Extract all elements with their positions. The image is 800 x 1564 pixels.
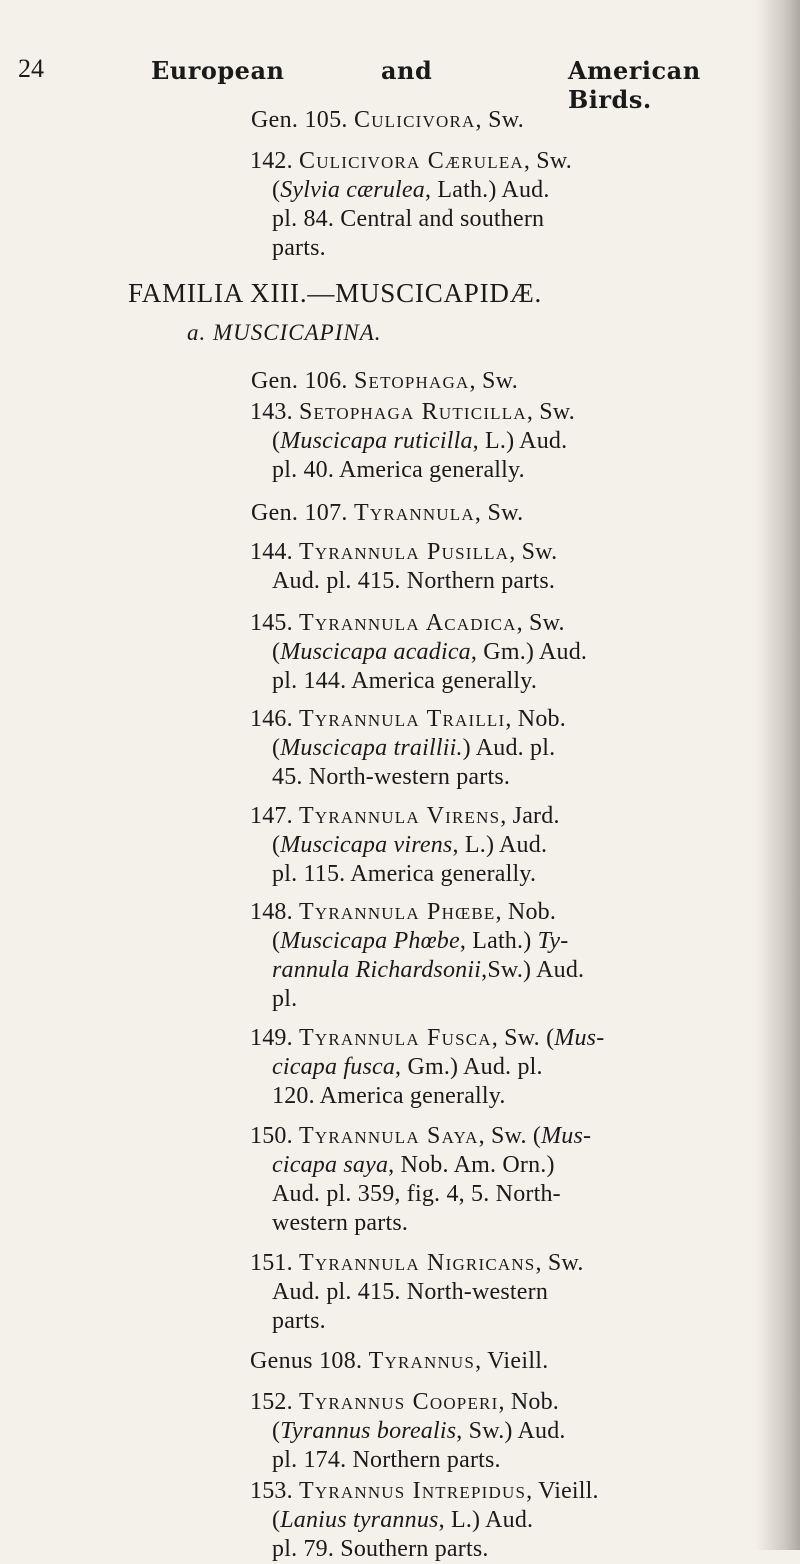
entry-text-line: pl. 40. America generally. <box>272 457 525 483</box>
species-name: Tyrannula Fusca <box>299 1025 492 1051</box>
entry-number: 149. <box>250 1025 299 1051</box>
species-author: , Sw. ( <box>478 1123 542 1149</box>
entry-text-line: 120. America generally. <box>272 1083 506 1109</box>
synonym: rannula Richardsonii <box>272 957 482 983</box>
entry-number: 142. <box>250 148 299 174</box>
species-author: , Nob. <box>498 1389 559 1415</box>
synonym: Muscicapa ruticilla <box>280 428 473 454</box>
synonym: Tyrannus borealis <box>280 1418 457 1444</box>
species-author: , Sw. <box>516 610 565 636</box>
entry-text-line: pl. 174. Northern parts. <box>272 1447 501 1473</box>
synonym: Muscicapa traillii. <box>280 735 463 761</box>
species-name: Tyrannula Saya <box>299 1123 479 1149</box>
species-entry-148: 148. Tyrannula Phœbe, Nob. (Muscicapa Phœbe, Lath.) Ty- rannula Richardsonii,Sw.) Aud. pl. <box>250 899 585 1012</box>
species-entry-153: 153. Tyrannus Intrepidus, Vieill. (Lanius tyrannus, L.) Aud. pl. 79. Southern parts. <box>250 1478 599 1562</box>
genus-author: , Sw. <box>469 368 519 394</box>
entry-number: 150. <box>250 1123 299 1149</box>
genus-name: Culicivora <box>353 107 476 133</box>
species-name: Tyrannula Pusilla <box>299 539 510 565</box>
page-edge-shadow <box>758 0 800 1550</box>
synonym: cicapa saya <box>272 1152 389 1178</box>
entry-text-line: pl. 79. Southern parts. <box>272 1536 489 1562</box>
genus-106-heading <box>251 368 518 395</box>
species-name: Tyrannula Nigricans <box>299 1250 536 1276</box>
species-entry-149: 149. Tyrannula Fusca, Sw. (Mus- cicapa fusca, Gm.) Aud. pl. 120. America generally. <box>250 1025 605 1109</box>
species-author: , Nob. <box>495 899 557 925</box>
species-entry-147: 147. Tyrannula Virens, Jard. (Muscicapa virens, L.) Aud. pl. 115. America generally. <box>250 803 560 887</box>
entry-text-line: Aud. pl. 415. North-western <box>272 1279 549 1305</box>
subfamily-heading: a. MUSCICAPINA. <box>187 320 382 345</box>
species-name: Tyrannula Trailli <box>299 706 506 732</box>
entry-text-line: pl. 115. America generally. <box>272 861 537 887</box>
genus-author: , Vieill. <box>475 1348 549 1374</box>
species-entry-152: 152. Tyrannus Cooperi, Nob. (Tyrannus borealis, Sw.) Aud. pl. 174. Northern parts. <box>250 1389 566 1473</box>
page-number: 24 <box>18 54 44 83</box>
genus-name: Tyrannus <box>368 1348 476 1374</box>
species-author: , Sw. <box>526 399 575 425</box>
entry-text-line: Aud. pl. 359, fig. 4, 5. North- <box>272 1181 561 1207</box>
entry-text-line: parts. <box>272 1308 326 1334</box>
family-heading: FAMILIA XIII.—MUSCICAPIDÆ. <box>128 278 543 308</box>
entry-text-line: Aud. pl. 415. Northern parts. <box>272 568 556 594</box>
species-author: , Sw. ( <box>491 1025 555 1051</box>
species-name: Setophaga Ruticilla <box>299 399 527 425</box>
entry-text-line: 45. North-western parts. <box>272 764 511 790</box>
running-head <box>18 50 778 114</box>
species-name: Tyrannus Cooperi <box>299 1389 499 1415</box>
species-author: , Jard. <box>500 803 560 829</box>
entry-number: 148. <box>250 899 299 925</box>
species-entry-145: 145. Tyrannula Acadica, Sw. (Muscicapa acadica, Gm.) Aud. pl. 144. America generally. <box>250 610 588 694</box>
genus-108-heading <box>250 1348 549 1375</box>
genus-name: Setophaga <box>353 368 470 394</box>
species-author: , Sw. <box>509 539 558 565</box>
species-author: , Sw. <box>523 148 573 174</box>
synonym: Muscicapa Phœbe <box>280 928 460 954</box>
genus-author: , Sw. <box>474 500 524 526</box>
species-name: Tyrannula Virens <box>299 803 501 829</box>
entry-text-line: pl. <box>272 986 298 1012</box>
running-title-right: American Birds. <box>568 56 701 114</box>
entry-number: 153. <box>250 1478 299 1504</box>
species-author: , Nob. <box>505 706 566 732</box>
synonym: Muscicapa acadica <box>280 639 471 665</box>
entry-text-line: pl. 84. Central and southern <box>272 206 545 232</box>
species-entry-143: 143. Setophaga Ruticilla, Sw. (Muscicapa ruticilla, L.) Aud. pl. 40. America generally. <box>250 399 575 483</box>
running-title-middle: and <box>381 56 433 85</box>
species-entry-142: 142. Culicivora Cærulea, Sw. (Sylvia cærulea, Lath.) Aud. pl. 84. Central and southern parts. <box>250 148 573 261</box>
genus-105-heading <box>251 107 524 134</box>
entry-number: 152. <box>250 1389 299 1415</box>
genus-label: Gen. 106. <box>251 368 354 394</box>
synonym: Lanius tyrannus <box>280 1507 439 1533</box>
species-author: , Sw. <box>535 1250 584 1276</box>
species-author: , Vieill. <box>526 1478 599 1504</box>
species-name: Tyrannula Acadica <box>299 610 517 636</box>
entry-text-line: western parts. <box>272 1210 409 1236</box>
genus-107-heading <box>251 500 523 527</box>
synonym: Sylvia cærulea <box>280 177 425 203</box>
species-name: Culicivora Cærulea <box>299 148 524 174</box>
entry-number: 151. <box>250 1250 299 1276</box>
genus-label: Gen. 105. <box>251 107 354 133</box>
entry-text-line: pl. 144. America generally. <box>272 668 538 694</box>
genus-author: , Sw. <box>475 107 525 133</box>
species-entry-146: 146. Tyrannula Trailli, Nob. (Muscicapa traillii.) Aud. pl. 45. North-western parts. <box>250 706 566 790</box>
entry-number: 145. <box>250 610 299 636</box>
species-entry-150: 150. Tyrannula Saya, Sw. (Mus- cicapa saya, Nob. Am. Orn.) Aud. pl. 359, fig. 4, 5. North- western parts. <box>250 1123 592 1236</box>
species-entry-144 <box>250 538 557 596</box>
running-title-left: European <box>151 56 285 85</box>
genus-label: Gen. 107. <box>251 500 354 526</box>
genus-label: Genus 108. <box>250 1348 369 1374</box>
entry-number: 146. <box>250 706 299 732</box>
entry-number: 144. <box>250 539 299 565</box>
species-name: Tyrannus Intrepidus <box>299 1478 527 1504</box>
synonym: Muscicapa virens <box>280 832 453 858</box>
entry-number: 147. <box>250 803 299 829</box>
entry-number: 143. <box>250 399 299 425</box>
entry-text-line: parts. <box>272 235 326 261</box>
genus-name: Tyrannula <box>353 500 475 526</box>
synonym: cicapa fusca <box>272 1054 396 1080</box>
species-entry-151 <box>250 1249 584 1336</box>
species-name: Tyrannula Phœbe <box>299 899 496 925</box>
